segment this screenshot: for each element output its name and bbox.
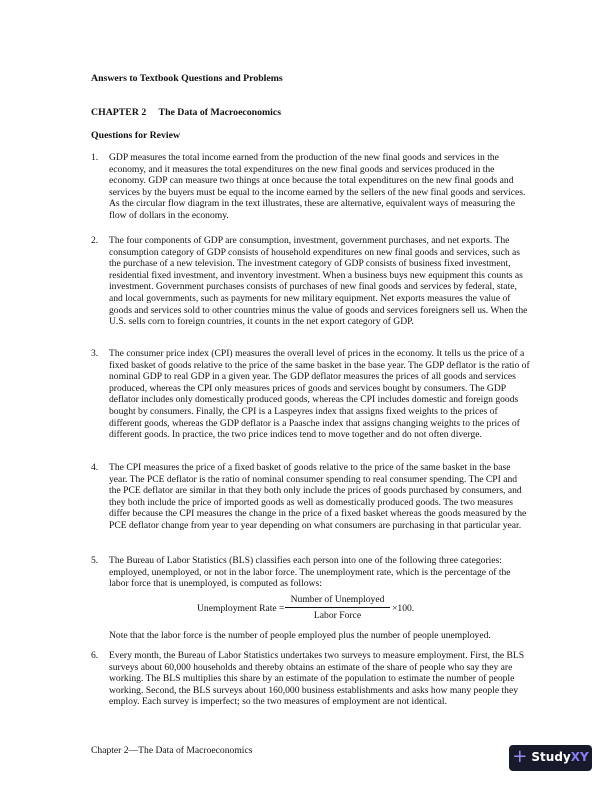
formula-note: Note that the labor force is the number of people employed plus the number of people unemployed.	[109, 630, 491, 641]
item-number: 1.	[91, 152, 99, 163]
list-item	[91, 555, 531, 590]
list-item	[91, 348, 531, 441]
list-item	[91, 235, 531, 328]
page-footer: Chapter 2—The Data of Macroeconomics	[91, 745, 253, 756]
item-number: 4.	[91, 462, 99, 473]
item-text: Every month, the Bureau of Labor Statistics undertakes two surveys to measure employment. First, the BLS surveys about 60,000 households and thereby obtains an estimate of the share of people who say they are working. The BLS multiplies this share by an estimate of the population to estimate the number of people working. Second, the BLS surveys about 160,000 business establishments and asks how many people they employ. Each survey is imperfect; so the two measures of employment are not identical.	[109, 650, 525, 708]
item-text: The Bureau of Labor Statistics (BLS) classifies each person into one of the following three categories: employed, unemployed, or not in the labor force. The unemployment rate, which is the percentage of the labor force that is unemployed, is computed as follows:	[109, 555, 511, 590]
formula-lhs: Unemployment Rate =	[197, 603, 285, 614]
formula-numerator: Number of Unemployed	[285, 594, 390, 608]
document-title: Answers to Textbook Questions and Problems	[91, 73, 283, 84]
formula-denominator: Labor Force	[313, 609, 362, 621]
chapter-title: The Data of Macroeconomics	[158, 107, 282, 118]
item-text: The four components of GDP are consumption, investment, government purchases, and net exports. The consumption category of GDP consists of household expenditures on new final goods and services, such as the purchase of a new television. The investment category of GDP consists of business fixed investment, residential fixed investment, and inventory investment. When a business buys new equipment this counts as investment. Government purchases consists of purchases of new final goods and services by federal, state, and local governments, such as payments for new military equipment. Net exports measures the value of goods and services sold to other countries minus the value of goods and services foreigners sell us. When the U.S. sells corn to foreign countries, it counts in the net export category of GDP.	[109, 235, 528, 328]
studyxy-badge[interactable]	[509, 745, 592, 771]
chapter-number: CHAPTER 2	[91, 107, 147, 118]
item-number: 5.	[91, 555, 99, 566]
formula-fraction	[285, 594, 390, 621]
list-item	[91, 650, 531, 708]
item-number: 3.	[91, 348, 99, 359]
list-item	[91, 462, 531, 532]
plus-icon: +	[512, 746, 528, 767]
item-number: 6.	[91, 650, 99, 661]
brand-name: StudyXY	[531, 750, 589, 765]
list-item	[91, 152, 531, 222]
item-text: The CPI measures the price of a fixed basket of goods relative to the price of the same basket in the base year. The PCE deflator is the ratio of nominal consumer spending to real consumer spending. The CPI and the PCE deflator are similar in that they both only include the prices of goods purchased by consumers, and they both include the price of imported goods as well as domestically produced goods. The two measures differ because the CPI measures the change in the price of a fixed basket whereas the goods measured by the PCE deflator change from year to year depending on what consumers are purchasing in that particular year.	[109, 462, 527, 531]
formula-multiplier: ×100.	[392, 603, 415, 614]
item-text: GDP measures the total income earned from the production of the new final goods and services in the economy, and it measures the total expenditures on the new final goods and services produced in the economy. GDP can measure two things at once because the total expenditures on the new final goods and services by the buyers must be equal to the income earned by the sellers of the new final goods and services. As the circular flow diagram in the text illustrates, these are alternative, equivalent ways of measuring the flow of dollars in the economy.	[109, 152, 526, 221]
section-title: Questions for Review	[91, 130, 181, 141]
item-text: The consumer price index (CPI) measures the overall level of prices in the economy. It tells us the price of a fixed basket of goods relative to the price of the same basket in the base year. The GDP deflator is the ratio of nominal GDP to real GDP in a given year. The GDP deflator measures the prices of all goods and services produced, whereas the CPI only measures prices of goods and services bought by consumers. The GDP deflator includes only domestically produced goods, whereas the CPI includes domestic and foreign goods bought by consumers. Finally, the CPI is a Laspeyres index that assigns fixed weights to the prices of different goods, whereas the GDP deflator is a Paasche index that assigns changing weights to the prices of different goods. In practice, the two price indices tend to move together and do not often diverge.	[109, 348, 530, 441]
item-number: 2.	[91, 235, 99, 246]
chapter-heading	[91, 107, 281, 119]
